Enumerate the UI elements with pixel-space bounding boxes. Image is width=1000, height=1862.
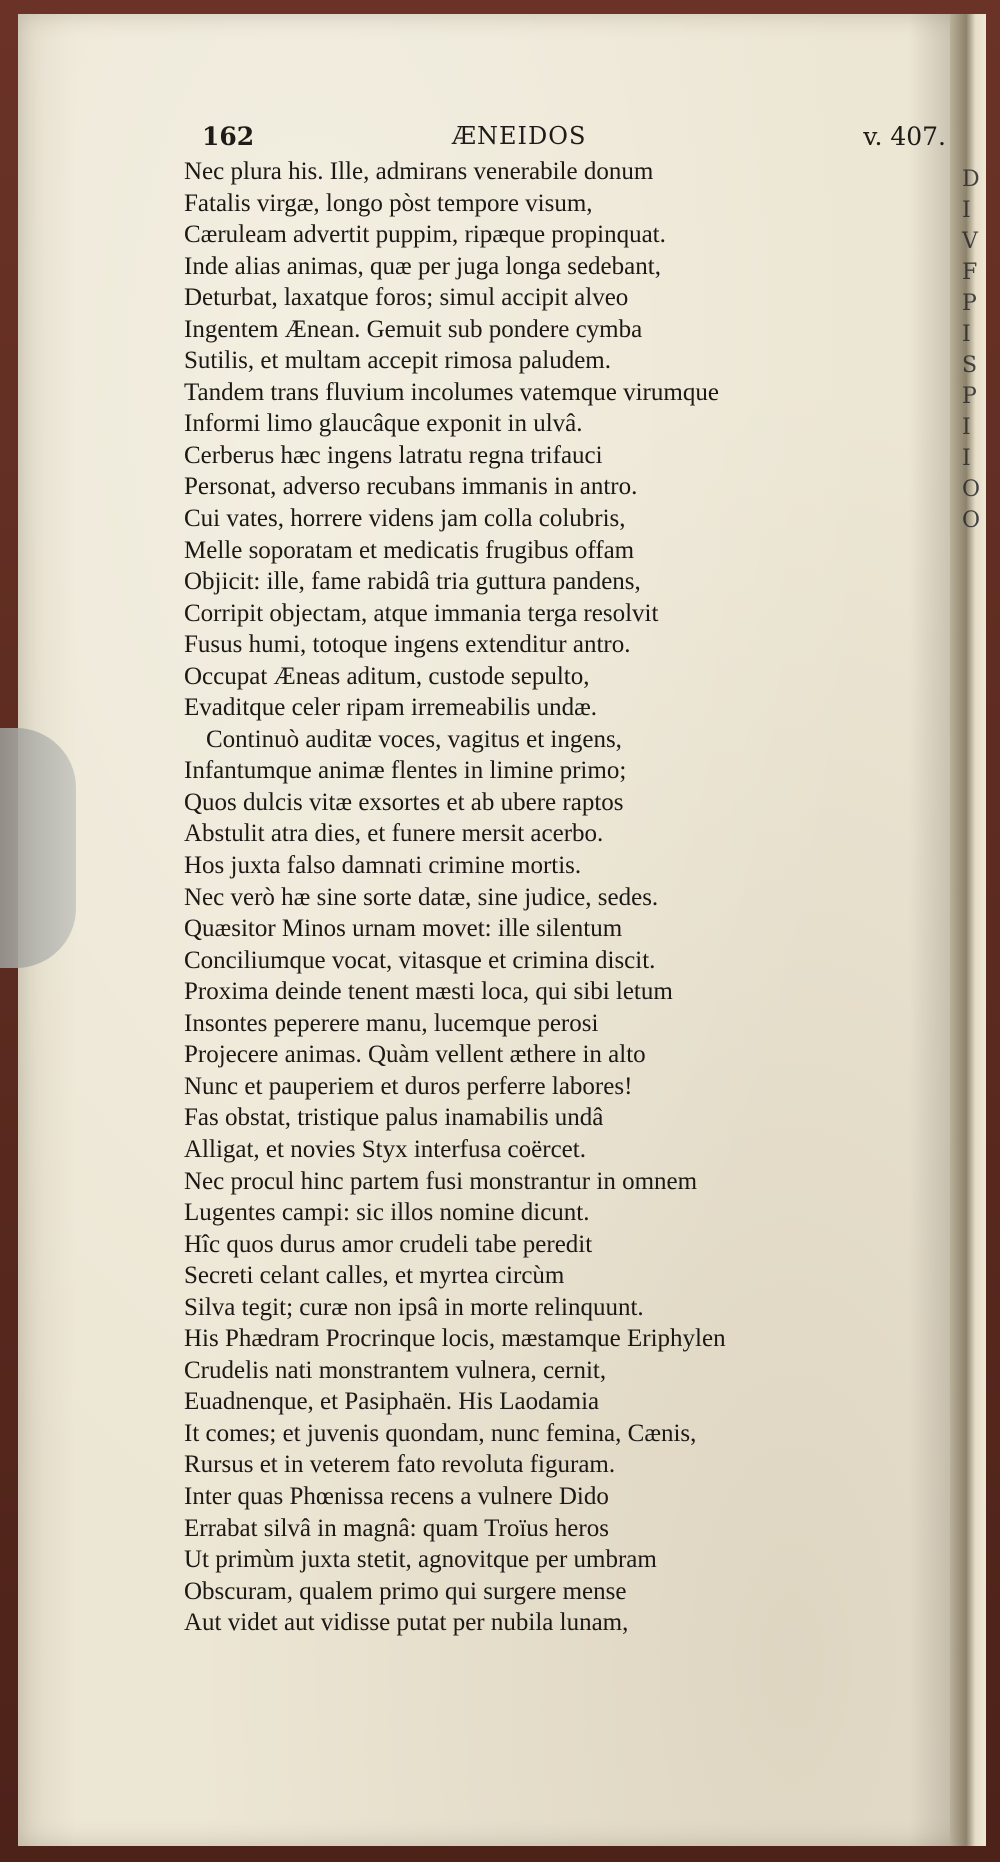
facing-page-letter: I [962, 415, 971, 440]
verse-line: Hos juxta falso damnati crimine mortis. [184, 852, 582, 880]
verse-line: Inter quas Phœnissa recens a vulnere Dido [184, 1482, 609, 1510]
verse-line: Quæsitor Minos urnam movet: ille silentum [184, 915, 623, 943]
verse-line: Nunc et pauperiem et duros perferre labores! [184, 1072, 633, 1100]
verse-line: Euadnenque, et Pasiphaën. His Laodamia [184, 1388, 600, 1416]
facing-page-letter: P [962, 384, 977, 409]
verse-line: Errabat silvâ in magnâ: quam Troïus heros [184, 1514, 609, 1542]
facing-page-letter: P [962, 291, 977, 316]
verse-line: Infantumque animæ flentes in limine primo; [184, 757, 627, 785]
facing-page-letter: F [962, 260, 978, 285]
verse-line: Lugentes campi: sic illos nomine dicunt. [184, 1199, 590, 1227]
verse-line: Nec procul hinc partem fusi monstrantur in omnem [184, 1167, 698, 1195]
facing-page-letters [962, 164, 982, 536]
facing-page-letter: O [962, 477, 981, 502]
running-title: ÆNEIDOS [452, 122, 587, 150]
facing-page-letter: D [962, 167, 980, 192]
verse-line: Tandem trans fluvium incolumes vatemque virumque [184, 378, 719, 406]
verse-line: Inde alias animas, quæ per juga longa sedebant, [184, 252, 661, 280]
verse-line: Cerberus hæc ingens latratu regna trifauci [184, 441, 603, 469]
facing-page-letter: S [962, 353, 978, 378]
verse-line: Proxima deinde tenent mæsti loca, qui sibi letum [184, 978, 673, 1006]
verse-line: Deturbat, laxatque foros; simul accipit alveo [184, 284, 629, 312]
thumb-holding-page [0, 728, 76, 968]
verse-line: Cæruleam advertit puppim, ripæque propinquat. [184, 221, 666, 249]
verse-line: Conciliumque vocat, vitasque et crimina discit. [184, 946, 656, 974]
facing-page-letter: I [962, 322, 971, 347]
verse-line: Nec verò hæ sine sorte datæ, sine judice, sedes. [184, 883, 659, 911]
verse-line: Occupat Æneas aditum, custode sepulto, [184, 662, 590, 690]
verse-reference: v. 407. [863, 122, 946, 151]
verse-line: Objicit: ille, fame rabidâ tria guttura pandens, [184, 568, 641, 596]
verse-line: Silva tegit; curæ non ipsâ in morte relinquunt. [184, 1293, 644, 1321]
verse-line: It comes; et juvenis quondam, nunc femina, Cænis, [184, 1419, 697, 1447]
facing-page-letter: O [962, 508, 981, 533]
verse-line: Insontes peperere manu, lucemque perosi [184, 1009, 599, 1037]
verse-line: Evaditque celer ripam irremeabilis undæ. [184, 694, 598, 722]
facing-page-letter: I [962, 446, 971, 471]
verse-line: Obscuram, qualem primo qui surgere mense [184, 1577, 627, 1605]
page-number: 162 [202, 122, 255, 151]
verse-line: Personat, adverso recubans immanis in antro. [184, 473, 638, 501]
verse-line: Hîc quos durus amor crudeli tabe peredit [184, 1230, 593, 1258]
verse-line: Alligat, et novies Styx interfusa coërcet. [184, 1135, 586, 1163]
verse-line: Informi limo glaucâque exponit in ulvâ. [184, 410, 583, 438]
verse-line: Aut videt aut vidisse putat per nubila lunam, [184, 1609, 629, 1637]
verse-line: Fatalis virgæ, longo pòst tempore visum, [184, 189, 593, 217]
facing-page-letter: V [962, 229, 978, 254]
verse-line: Melle soporatam et medicatis frugibus offam [184, 536, 635, 564]
facing-page-letter: I [962, 198, 971, 223]
verse-text [184, 156, 964, 1639]
verse-line: Fas obstat, tristique palus inamabilis undâ [184, 1104, 604, 1132]
verse-line: Projecere animas. Quàm vellent æthere in alto [184, 1041, 646, 1069]
verse-line: Nec plura his. Ille, admirans venerabile donum [184, 158, 654, 185]
verse-line: Quos dulcis vitæ exsortes et ab ubere raptos [184, 788, 624, 816]
verse-line: Fusus humi, totoque ingens extenditur antro. [184, 631, 631, 659]
verse-line: Rursus et in veterem fato revoluta figuram. [184, 1451, 616, 1479]
verse-line: Ut primùm juxta stetit, agnovitque per umbram [184, 1546, 657, 1574]
verse-line: Continuò auditæ voces, vagitus et ingens, [206, 725, 622, 753]
verse-line: Cui vates, horrere videns jam colla colubris, [184, 505, 626, 533]
verse-line: Corripit objectam, atque immania terga resolvit [184, 599, 659, 627]
verse-line: Crudelis nati monstrantem vulnera, cernit, [184, 1356, 607, 1384]
verse-line: Secreti celant calles, et myrtea circùm [184, 1262, 565, 1290]
verse-line: Abstulit atra dies, et funere mersit acerbo. [184, 820, 604, 848]
verse-line: His Phædram Procrinque locis, mæstamque Eriphylen [184, 1325, 726, 1353]
verse-line: Ingentem Ænean. Gemuit sub pondere cymba [184, 315, 643, 343]
verse-line: Sutilis, et multam accepit rimosa paludem. [184, 347, 611, 375]
